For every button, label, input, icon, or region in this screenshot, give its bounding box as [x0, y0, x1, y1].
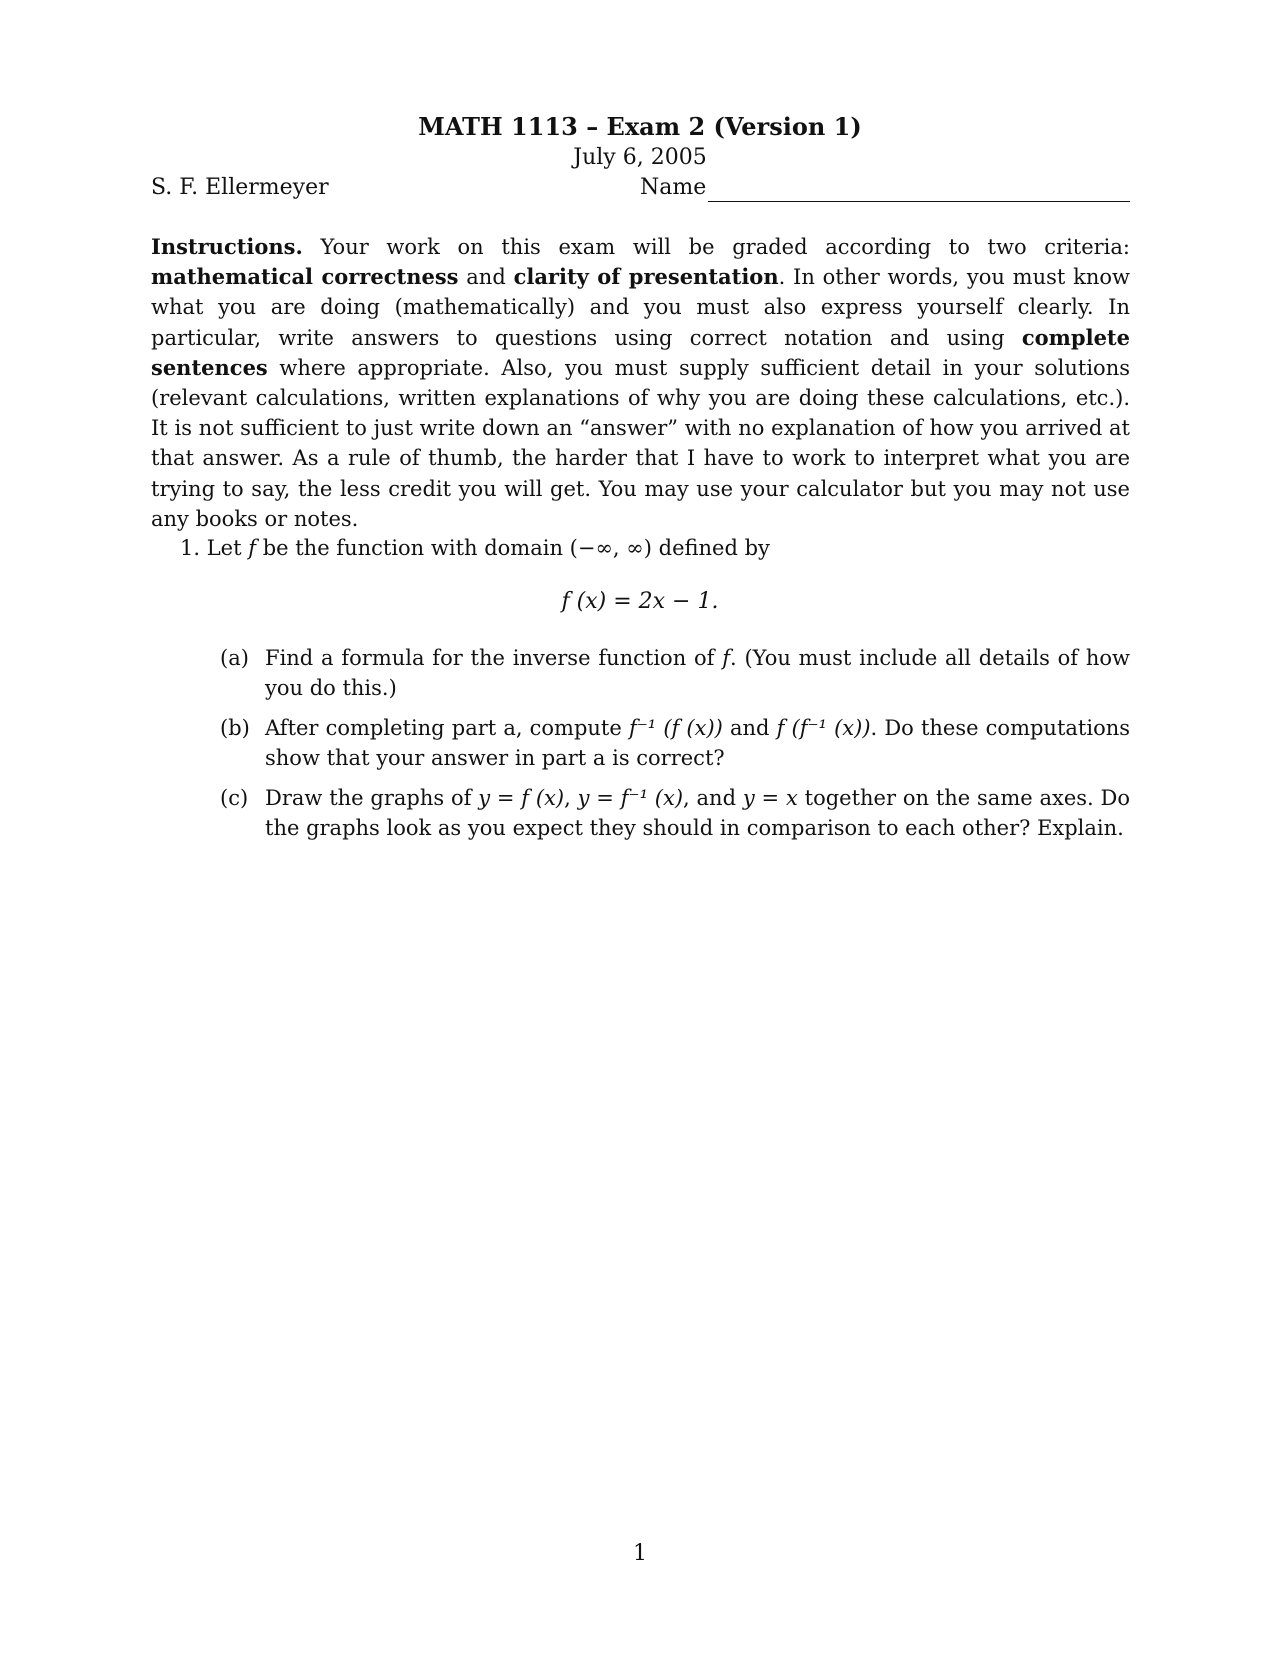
problem-number: 1. — [180, 536, 201, 560]
exam-title: MATH 1113 – Exam 2 (Version 1) — [418, 112, 862, 141]
part-c-text-2: , — [564, 786, 578, 810]
complete-sentences-emphasis: complete sentences — [151, 324, 1130, 380]
part-c-math-1: y = f (x) — [478, 786, 565, 810]
part-b-text-2: and — [722, 716, 777, 740]
part-c-math-2: y = f⁻¹ (x) — [577, 786, 684, 810]
part-b-text-1: After completing part a, compute — [265, 716, 629, 740]
part-c-text-1: Draw the graphs of — [265, 786, 479, 810]
instructions-text-1: Your work on this exam will be graded according to two criteria: — [302, 235, 1130, 259]
part-a-text — [265, 643, 1130, 703]
part-b — [220, 713, 1130, 773]
part-c-text — [265, 783, 1130, 843]
part-a-text-1: Find a formula for the inverse function of — [265, 646, 723, 670]
problem-text-2: be the function with domain (−∞, ∞) defined by — [256, 536, 770, 560]
student-name-field[interactable] — [640, 174, 1130, 202]
instructions-text-3: . In other words, you must know what you are doing (mathematically) and you must also express yourself clearly. In particular, write answers to questions using correct notation and using — [151, 265, 1130, 350]
part-b-text-3: . Do these computations show that your answer in part a is correct? — [265, 716, 1131, 770]
criterion-clarity: clarity of presentation — [513, 264, 779, 290]
part-a-text-2: . (You must include all details of how you do this.) — [265, 646, 1130, 700]
part-c — [220, 783, 1130, 843]
problem-1-statement — [180, 533, 1130, 563]
instructor-name: S. F. Ellermeyer — [151, 175, 329, 200]
function-symbol: f — [248, 536, 257, 560]
instructions-label: Instructions. — [151, 234, 303, 259]
page-number: 1 — [633, 1541, 647, 1566]
part-label: (a) — [220, 646, 249, 670]
part-c-math-3: y = x — [742, 786, 798, 810]
part-c-text-4: together on the same axes. Do the graphs look as you expect they should in comparison to each other? Explain. — [265, 786, 1131, 840]
part-b-text — [265, 713, 1130, 773]
part-label: (c) — [220, 786, 249, 810]
problem-1-parts — [220, 643, 1130, 853]
instructions-text-2: and — [458, 265, 514, 290]
part-a — [220, 643, 1130, 703]
part-a-math-1: f — [722, 646, 731, 670]
name-blank-line[interactable] — [708, 179, 1130, 202]
part-c-text-3: , and — [683, 786, 743, 810]
criterion-correctness: mathematical correctness — [151, 264, 459, 290]
function-definition-formula: f (x) = 2x − 1. — [561, 589, 719, 614]
exam-date: July 6, 2005 — [573, 145, 707, 170]
instructions-text-4: where appropriate. Also, you must supply sufficient detail in your solutions (relevant calculations, written explanations of why you are doing these calculations, etc.). It is not sufficient to just write down an “answer” with no explanation of how you arrived at that answer. As a rule of thumb, the harder that I have to work to interpret what you are trying to say, the less credit you will get. You may use your calculator but you may not use any books or notes. — [151, 355, 1130, 531]
name-label: Name — [640, 175, 707, 200]
part-b-math-2: f (f⁻¹ (x)) — [776, 716, 871, 740]
part-label: (b) — [220, 716, 250, 740]
part-b-math-1: f⁻¹ (f (x)) — [628, 716, 723, 740]
problem-text-1: Let — [206, 536, 249, 560]
instructions-paragraph — [151, 232, 1130, 534]
